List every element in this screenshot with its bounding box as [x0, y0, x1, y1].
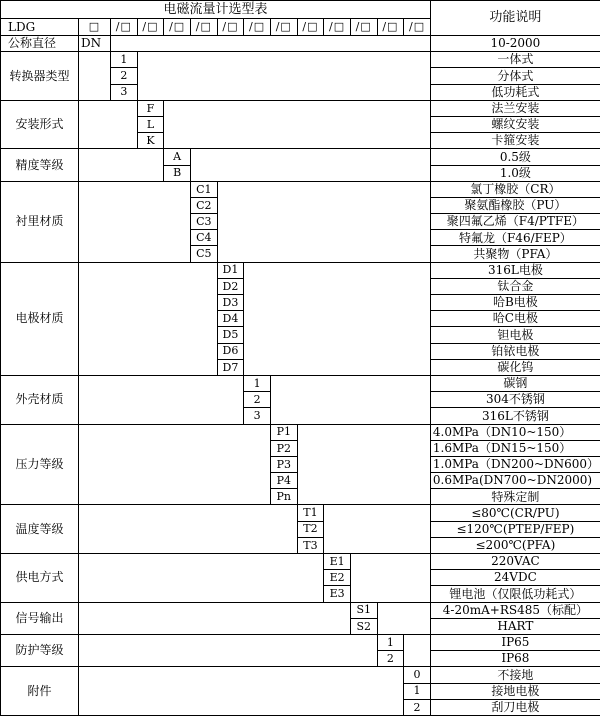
dn-code: DN: [79, 36, 111, 52]
code-slash-box: /□: [404, 19, 431, 36]
desc-cell: 特氟龙（F46/FEP）: [430, 230, 600, 246]
dn-desc: 10-2000: [430, 36, 600, 52]
spacer-cell: [190, 149, 430, 181]
code-slash-box: /□: [190, 19, 217, 36]
code-cell: D6: [217, 343, 244, 359]
desc-cell: 24VDC: [430, 570, 600, 586]
spacer-cell: [324, 505, 431, 554]
spacer-cell: [79, 149, 164, 181]
code-cell: S1: [350, 602, 377, 618]
spacer-cell: [297, 424, 430, 505]
code-cell: P4: [270, 473, 297, 489]
code-cell: P3: [270, 456, 297, 472]
desc-cell: 氯丁橡胶（CR）: [430, 181, 600, 197]
model-code-label: LDG: [1, 19, 79, 36]
table-row: [1, 667, 600, 683]
code-cell: B: [164, 165, 191, 181]
desc-cell: HART: [430, 618, 600, 634]
spacer-cell: [111, 36, 431, 52]
spacer-cell: [377, 602, 430, 634]
spacer-cell: [350, 554, 430, 603]
section-label-temperature-class: 温度等级: [1, 505, 79, 554]
desc-cell: 0.6MPa(DN700~DN2000): [430, 473, 600, 489]
code-slash-box: /□: [244, 19, 271, 36]
desc-cell: 共聚物（PFA）: [430, 246, 600, 262]
desc-cell: 法兰安装: [430, 100, 600, 116]
desc-cell: 刮刀电极: [430, 699, 600, 715]
code-cell: P2: [270, 440, 297, 456]
desc-cell: 1.6MPa（DN15~150）: [430, 440, 600, 456]
code-cell: A: [164, 149, 191, 165]
table-row: [1, 505, 600, 521]
spacer-cell: [164, 100, 431, 149]
code-cell: C2: [190, 197, 217, 213]
code-cell: 2: [377, 651, 404, 667]
desc-cell: 钛合金: [430, 278, 600, 294]
spacer-cell: [79, 505, 298, 554]
code-cell: S2: [350, 618, 377, 634]
section-label-converter-type: 转换器类型: [1, 52, 79, 101]
desc-cell: 316L电极: [430, 262, 600, 278]
table-row: [1, 262, 600, 278]
desc-cell: 不接地: [430, 667, 600, 683]
spacer-cell: [79, 634, 378, 666]
code-cell: E3: [324, 586, 351, 602]
code-cell: C1: [190, 181, 217, 197]
code-slash-box: /□: [377, 19, 404, 36]
table-row: [1, 602, 600, 618]
code-box: □: [79, 19, 111, 36]
code-slash-box: /□: [270, 19, 297, 36]
code-cell: F: [137, 100, 164, 116]
section-label-power-supply: 供电方式: [1, 554, 79, 603]
desc-cell: 碳钢: [430, 375, 600, 391]
spacer-cell: [79, 602, 351, 634]
table-row: [1, 554, 600, 570]
spacer-cell: [79, 100, 138, 149]
code-slash-box: /□: [297, 19, 324, 36]
desc-cell: 碳化钨: [430, 359, 600, 375]
code-cell: E1: [324, 554, 351, 570]
desc-cell: 哈C电极: [430, 311, 600, 327]
section-label-install-form: 安装形式: [1, 100, 79, 149]
table-row: [1, 52, 600, 68]
code-slash-box: /□: [217, 19, 244, 36]
code-cell: C3: [190, 214, 217, 230]
table-row: [1, 149, 600, 165]
desc-cell: 锂电池（仅限低功耗式）: [430, 586, 600, 602]
section-label-signal-output: 信号输出: [1, 602, 79, 634]
desc-cell: 316L不锈钢: [430, 408, 600, 424]
desc-cell: 304不锈钢: [430, 392, 600, 408]
section-label-pressure-class: 压力等级: [1, 424, 79, 505]
desc-cell: 一体式: [430, 52, 600, 68]
code-cell: 2: [244, 392, 271, 408]
code-cell: D7: [217, 359, 244, 375]
spacer-cell: [404, 634, 431, 666]
desc-cell: IP68: [430, 651, 600, 667]
desc-cell: 4-20mA+RS485（标配）: [430, 602, 600, 618]
spacer-cell: [270, 375, 430, 424]
table-row: [1, 36, 600, 52]
section-label-housing-material: 外壳材质: [1, 375, 79, 424]
code-cell: D5: [217, 327, 244, 343]
code-slash-box: /□: [164, 19, 191, 36]
desc-cell: 聚四氟乙烯（F4/PTFE）: [430, 214, 600, 230]
page-title: 电磁流量计选型表: [1, 1, 431, 19]
code-slash-box: /□: [324, 19, 351, 36]
desc-cell: 分体式: [430, 68, 600, 84]
code-cell: 3: [111, 84, 138, 100]
desc-cell: 220VAC: [430, 554, 600, 570]
code-cell: 2: [404, 699, 431, 715]
dn-row-label: 公称直径: [1, 36, 79, 52]
code-cell: 0: [404, 667, 431, 683]
table-row: [1, 375, 600, 391]
code-cell: D2: [217, 278, 244, 294]
section-label-accessories: 附件: [1, 667, 79, 716]
section-label-electrode-material: 电极材质: [1, 262, 79, 375]
code-cell: D3: [217, 295, 244, 311]
code-cell: E2: [324, 570, 351, 586]
function-desc-header: 功能说明: [430, 1, 600, 36]
spacer-cell: [79, 181, 191, 262]
table-row: [1, 1, 600, 19]
code-cell: T2: [297, 521, 324, 537]
desc-cell: IP65: [430, 634, 600, 650]
desc-cell: 聚氨酯橡胶（PU）: [430, 197, 600, 213]
spacer-cell: [137, 52, 430, 101]
code-cell: D4: [217, 311, 244, 327]
desc-cell: 螺纹安装: [430, 116, 600, 132]
code-cell: P1: [270, 424, 297, 440]
section-label-protection-class: 防护等级: [1, 634, 79, 666]
desc-cell: 铂铱电极: [430, 343, 600, 359]
spacer-cell: [79, 262, 218, 375]
spacer-cell: [79, 52, 111, 101]
spacer-cell: [79, 667, 404, 716]
desc-cell: 钽电极: [430, 327, 600, 343]
spacer-cell: [244, 262, 431, 375]
desc-cell: 接地电极: [430, 683, 600, 699]
code-cell: 2: [111, 68, 138, 84]
desc-cell: 0.5级: [430, 149, 600, 165]
code-cell: L: [137, 116, 164, 132]
desc-cell: 特殊定制: [430, 489, 600, 505]
code-cell: C5: [190, 246, 217, 262]
code-cell: Pn: [270, 489, 297, 505]
desc-cell: 1.0级: [430, 165, 600, 181]
desc-cell: 哈B电极: [430, 295, 600, 311]
spacer-cell: [79, 424, 271, 505]
code-cell: 3: [244, 408, 271, 424]
desc-cell: ≤120℃(PTEP/FEP): [430, 521, 600, 537]
section-label-accuracy-class: 精度等级: [1, 149, 79, 181]
table-row: [1, 181, 600, 197]
code-cell: C4: [190, 230, 217, 246]
table-row: [1, 424, 600, 440]
spacer-cell: [79, 554, 324, 603]
code-cell: D1: [217, 262, 244, 278]
desc-cell: 卡箍安装: [430, 133, 600, 149]
desc-cell: ≤80℃(CR/PU): [430, 505, 600, 521]
code-cell: 1: [111, 52, 138, 68]
table-row: [1, 634, 600, 650]
code-cell: 1: [244, 375, 271, 391]
desc-cell: 4.0MPa（DN10~150）: [430, 424, 600, 440]
code-cell: K: [137, 133, 164, 149]
code-cell: 1: [404, 683, 431, 699]
code-slash-box: /□: [137, 19, 164, 36]
desc-cell: 1.0MPa（DN200~DN600）: [430, 456, 600, 472]
code-cell: T1: [297, 505, 324, 521]
code-slash-box: /□: [111, 19, 138, 36]
desc-cell: 低功耗式: [430, 84, 600, 100]
table-row: [1, 100, 600, 116]
code-slash-box: /□: [350, 19, 377, 36]
code-cell: 1: [377, 634, 404, 650]
code-cell: T3: [297, 537, 324, 553]
spacer-cell: [217, 181, 430, 262]
spacer-cell: [79, 375, 244, 424]
desc-cell: ≤200℃(PFA): [430, 537, 600, 553]
section-label-lining-material: 衬里材质: [1, 181, 79, 262]
